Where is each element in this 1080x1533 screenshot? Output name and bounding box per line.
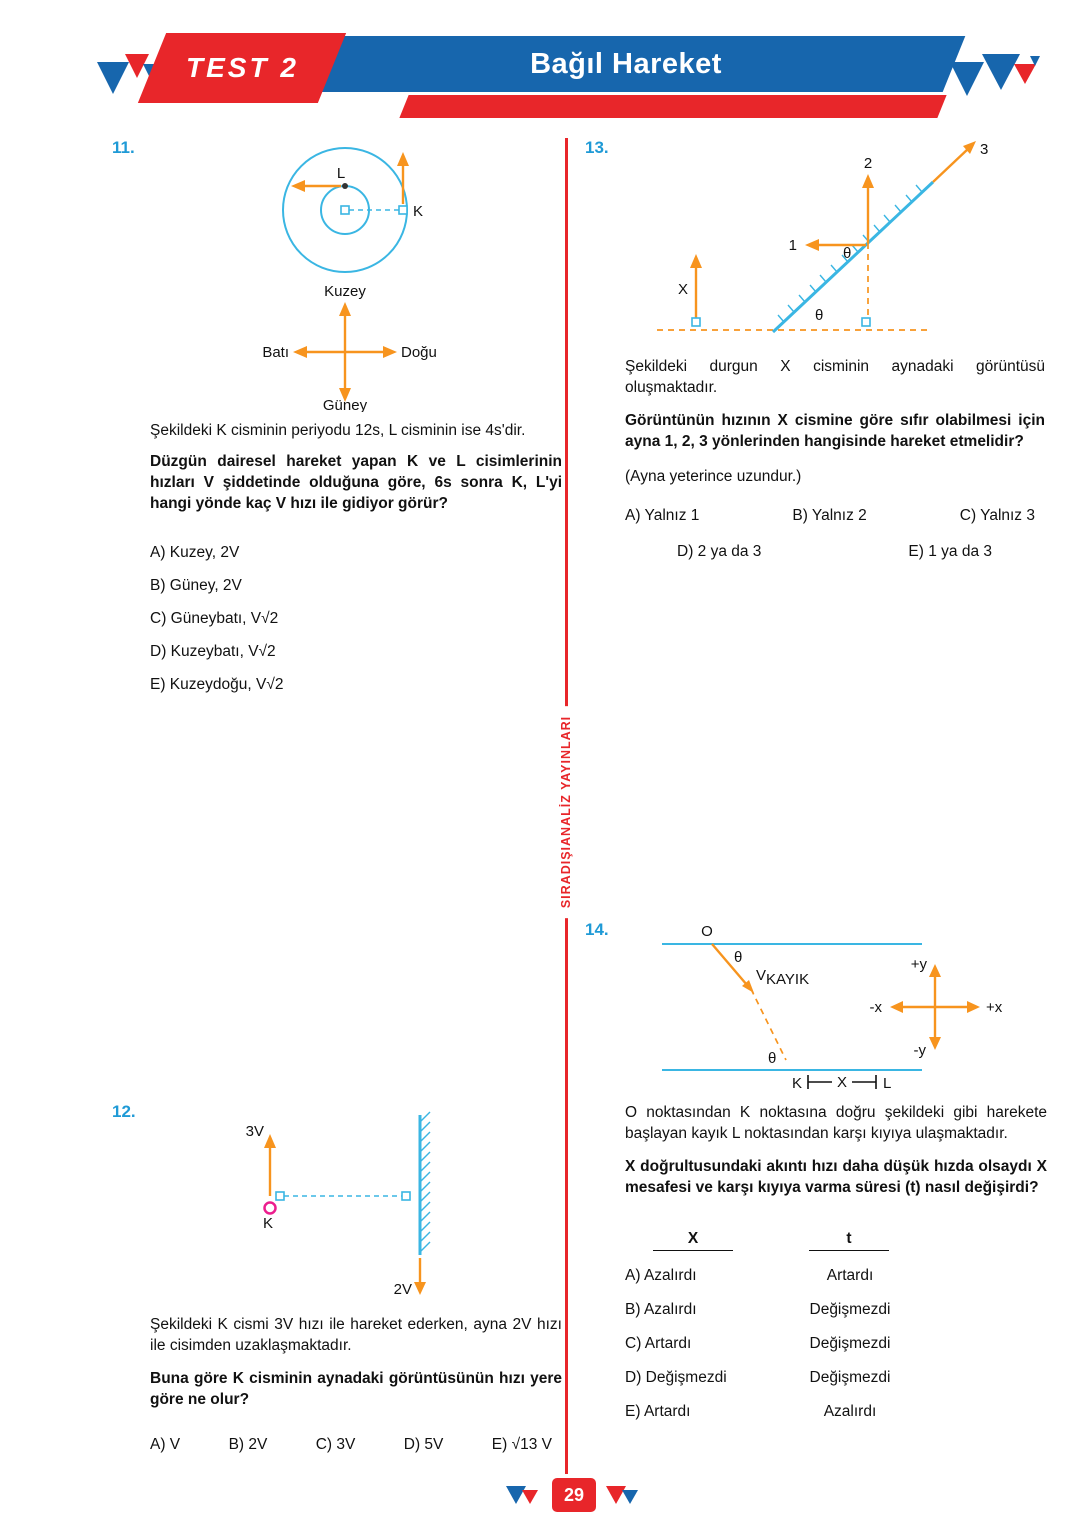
label-k: K xyxy=(791,1075,802,1092)
option-e: E) √13 V xyxy=(491,1436,552,1454)
question-number: 11. xyxy=(112,138,135,157)
brand-logo xyxy=(504,1484,546,1510)
page-number: 29 xyxy=(552,1478,596,1512)
option-d: D) Değişmezdi xyxy=(625,1369,727,1387)
table-row: A) Azalırdı Artardı xyxy=(625,1267,874,1285)
label-west: Batı xyxy=(262,344,289,361)
option-c: C) Yalnız 3 xyxy=(959,507,1035,525)
question-text: Şekildeki K cismi 3V hızı ile hareket ederken, ayna 2V hızı ile cisimden uzaklaşmaktadır. xyxy=(150,1316,562,1355)
label-theta-upper: θ xyxy=(843,245,852,262)
table-row: D) Değişmezdi Değişmezdi xyxy=(625,1369,891,1387)
k-object xyxy=(265,1203,276,1214)
label-south: Güney xyxy=(322,397,368,412)
column-header-t: t xyxy=(809,1230,889,1251)
answer-table-header xyxy=(625,1230,1047,1251)
label-x: X xyxy=(677,281,689,298)
mirror-marker xyxy=(402,1192,410,1200)
option-d: D) 2 ya da 3 xyxy=(677,543,762,561)
option-e: E) Kuzeydoğu, V√2 xyxy=(150,676,284,694)
direction-1-arrow xyxy=(805,239,866,251)
page-title: Bağıl Hareket xyxy=(530,48,722,80)
question-number: 12. xyxy=(112,1102,136,1121)
question-stem: Düzgün dairesel hareket yapan K ve L cisimlerinin hızları V şiddetinde olduğuna göre, 6s sonra K, L'yi hangi yönde kaç V hızı ile gidiyor görür? xyxy=(150,453,562,513)
question-text: Şekildeki K cisminin periyodu 12s, L cisminin ise 4s'dir. xyxy=(150,422,526,439)
k-marker xyxy=(399,206,407,214)
x-object-arrow xyxy=(690,254,702,326)
label-3v: 3V xyxy=(245,1123,264,1140)
coordinate-axes xyxy=(890,964,980,1050)
x-base-marker xyxy=(692,318,700,326)
direction-2-arrow xyxy=(862,174,874,243)
options-row-2 xyxy=(677,543,992,561)
test-number-label: TEST 2 xyxy=(185,52,299,83)
table-row: B) Azalırdı Değişmezdi xyxy=(625,1301,891,1319)
brand-logo xyxy=(948,52,1040,110)
right-angle-marker xyxy=(862,318,870,326)
question-14 xyxy=(585,922,1047,1421)
label-theta-bottom: θ xyxy=(768,1050,777,1067)
question-13 xyxy=(585,140,1047,561)
question-12 xyxy=(112,1104,562,1454)
circular-motion-diagram xyxy=(195,140,475,278)
question-number: 14. xyxy=(585,920,609,939)
compass-rose xyxy=(235,282,455,412)
label-l: L xyxy=(883,1075,892,1092)
label-north: Kuzey xyxy=(324,283,366,300)
question-stem: Buna göre K cisminin aynadaki görüntüsünün hızı yere göre ne olur? xyxy=(150,1370,562,1409)
option-c: C) Güneybatı, V√2 xyxy=(150,610,279,628)
compass-arrows xyxy=(293,302,397,402)
object-velocity-arrow xyxy=(264,1134,276,1196)
label-3: 3 xyxy=(980,141,989,158)
column-header-x: X xyxy=(653,1230,733,1251)
option-b: B) Azalırdı xyxy=(625,1301,697,1319)
label-theta-top: θ xyxy=(734,949,743,966)
table-row: C) Artardı Değişmezdi xyxy=(625,1335,891,1353)
option-a: A) V xyxy=(150,1436,181,1454)
question-11 xyxy=(112,140,562,709)
option-d: D) Kuzeybatı, V√2 xyxy=(150,643,276,661)
label-1: 1 xyxy=(788,237,797,254)
option-e: E) Artardı xyxy=(625,1403,691,1421)
mirror-diagram xyxy=(150,1110,480,1300)
label-minus-x: -x xyxy=(869,999,882,1016)
label-plus-x: +x xyxy=(986,999,1003,1016)
option-c: C) Artardı xyxy=(625,1335,692,1353)
label-l: L xyxy=(336,165,346,182)
label-v-kayik: VKAYIK xyxy=(756,967,810,988)
center-marker xyxy=(341,206,349,214)
option-b: B) 2V xyxy=(228,1436,268,1454)
option-b: B) Yalnız 2 xyxy=(792,507,867,525)
question-stem: X doğrultusundaki akıntı hızı daha düşük hızda olsaydı X mesafesi ve karşı kıyıya varma süresi (t) nasıl değişirdi? xyxy=(625,1158,1047,1197)
option-a: A) Yalnız 1 xyxy=(625,507,700,525)
page-header-banner xyxy=(287,36,966,92)
question-stem: Görüntünün hızının X cismine göre sıfır olabilmesi için ayna 1, 2, 3 yönlerinden hangisinde hareket etmelidir? xyxy=(625,412,1045,451)
mirror xyxy=(773,182,933,332)
boat-velocity-arrow xyxy=(712,944,754,993)
answer-table xyxy=(625,1230,1047,1421)
question-text: Şekildeki durgun X cisminin aynadaki görüntüsü oluşmaktadır. xyxy=(625,358,1045,397)
table-row: E) Artardı Azalırdı xyxy=(625,1403,877,1421)
direction-3-arrow xyxy=(933,141,976,182)
question-note: (Ayna yeterince uzundur.) xyxy=(625,468,802,486)
mirror xyxy=(420,1112,430,1255)
test-number-badge xyxy=(138,33,346,103)
label-2v: 2V xyxy=(393,1281,412,1298)
question-number: 13. xyxy=(585,138,609,157)
option-e: E) 1 ya da 3 xyxy=(908,543,992,561)
publisher-sidebar-text: SIRADIŞIANALİZ YAYINLARI xyxy=(555,706,577,918)
option-d: D) 5V xyxy=(403,1436,444,1454)
option-a: A) Azalırdı xyxy=(625,1267,697,1285)
option-c: C) 3V xyxy=(315,1436,356,1454)
object-marker xyxy=(276,1192,284,1200)
option-b: B) Güney, 2V xyxy=(150,577,242,595)
river-boat-diagram xyxy=(650,922,1042,1096)
label-x: X xyxy=(836,1074,848,1091)
l-marker xyxy=(342,183,348,189)
label-o: O xyxy=(701,923,713,940)
question-text: O noktasından K noktasına doğru şekildeki gibi harekete başlayan kayık L noktasından karşı kıyıya ulaşmaktadır. xyxy=(625,1104,1047,1143)
mirror-velocity-arrow xyxy=(414,1258,426,1295)
brand-logo xyxy=(604,1484,646,1510)
label-minus-y: -y xyxy=(913,1042,926,1059)
label-k: K xyxy=(262,1215,274,1232)
options-row-1 xyxy=(625,507,1035,525)
label-plus-y: +y xyxy=(910,956,927,973)
l-velocity-arrow xyxy=(291,180,341,192)
label-2: 2 xyxy=(863,155,873,172)
option-a: A) Kuzey, 2V xyxy=(150,544,240,562)
label-east: Doğu xyxy=(401,344,437,361)
header-red-bar xyxy=(399,95,946,118)
label-theta-lower: θ xyxy=(815,307,824,324)
options-row xyxy=(150,1436,552,1454)
inclined-mirror-diagram xyxy=(633,140,1025,340)
label-k: K xyxy=(413,203,424,220)
